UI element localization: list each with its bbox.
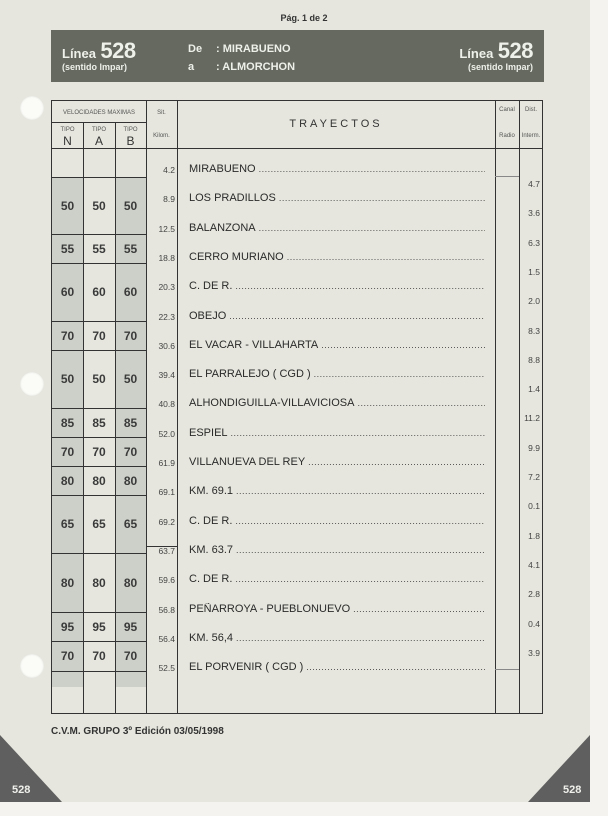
to-label: a	[188, 61, 195, 73]
speed-limit-row	[52, 641, 146, 671]
intermediate-distance: 8.8	[528, 354, 540, 365]
speed-value-a: 80	[92, 575, 106, 590]
station-name: C. DE R. .....	[189, 280, 485, 292]
divider	[495, 669, 519, 670]
station-name: EL PARRALEJO ( CGD ) .....	[189, 368, 485, 380]
station-km: 4.2	[163, 165, 175, 175]
speed-limit-row	[52, 321, 146, 350]
tipo-b-header: B	[126, 134, 135, 148]
tipo-label: TIPO	[123, 127, 138, 133]
station-name: EL VACAR - VILLAHARTA .....	[189, 339, 485, 351]
intermediate-distance: 3.9	[528, 647, 540, 658]
intermediate-distance: 1.5	[528, 266, 540, 277]
radio-header: Radio	[499, 133, 515, 139]
station-name: C. DE R. .....	[189, 573, 485, 585]
line-number: 528	[100, 38, 136, 63]
station-name: OBEJO .....	[189, 310, 485, 322]
divider	[52, 122, 146, 123]
from-label: De	[188, 43, 203, 55]
station-km: 52.5	[158, 663, 175, 674]
route-info	[188, 40, 295, 76]
speed-limit-row	[52, 350, 146, 408]
speed-value-b: 70	[123, 649, 138, 663]
station-km: 56.8	[158, 604, 175, 615]
speed-value-b: 95	[123, 619, 138, 634]
station-km: 8.9	[163, 194, 175, 205]
corner-line-number-left: 528	[12, 784, 31, 796]
station-name: KM. 63.7 .....	[189, 544, 485, 556]
station-km: 40.8	[158, 399, 175, 410]
line-id-left	[62, 38, 136, 72]
station-km: 69.1	[158, 487, 175, 498]
speed-value-a: 85	[92, 415, 106, 430]
speed-value-b: 80	[123, 473, 138, 488]
divider	[52, 148, 543, 149]
divider	[52, 671, 146, 672]
station-km: 12.5	[158, 223, 175, 234]
station-name: BALANZONA .....	[189, 222, 485, 234]
corner-tab-left	[0, 735, 62, 802]
speed-value-n: 80	[60, 473, 75, 488]
intermediate-distance: 1.8	[528, 530, 540, 541]
speed-limit-row	[52, 263, 146, 321]
intermediate-distance: 2.8	[528, 589, 540, 600]
direction-label: (sentido Impar)	[62, 62, 128, 72]
speed-value-n: 70	[60, 444, 75, 459]
station-name: KM. 56,4 .....	[189, 632, 485, 644]
station-km: 69.2	[158, 516, 175, 527]
intermediate-distance: 0.1	[528, 501, 540, 512]
divider	[495, 101, 496, 713]
dist-header: Dist.	[525, 107, 537, 113]
line-header-bar	[51, 30, 544, 82]
intermediate-distance: 7.2	[528, 472, 540, 482]
station-name: KM. 69.1 .....	[189, 485, 485, 497]
speed-value-b: 85	[123, 415, 138, 430]
intermediate-distance: 3.6	[528, 208, 540, 219]
station-km: 18.8	[158, 252, 175, 263]
corner-line-number-right: 528	[563, 784, 582, 796]
divider	[177, 101, 178, 713]
station-name: EL PORVENIR ( CGD ) .....	[189, 661, 485, 673]
station-name: C. DE R. .....	[189, 515, 485, 527]
binder-hole	[20, 96, 44, 120]
speed-value-a: 70	[92, 444, 106, 459]
station-name: VILLANUEVA DEL REY .....	[189, 456, 485, 468]
tipo-n-header: N	[63, 134, 72, 148]
line-id-right	[459, 38, 533, 72]
speed-value-a: 65	[92, 517, 106, 531]
speed-value-a: 70	[92, 649, 106, 663]
speed-value-n: 50	[60, 372, 75, 386]
tipo-label: TIPO	[91, 127, 106, 133]
station-km: 20.3	[158, 282, 175, 293]
speed-value-b: 50	[123, 198, 138, 213]
intermediate-distance: 2.0	[528, 296, 540, 307]
speed-value-a: 95	[92, 619, 106, 634]
interm-header: Interm.	[521, 133, 541, 139]
intermediate-distance: 8.3	[528, 325, 540, 336]
speed-value-b: 70	[123, 444, 138, 459]
binder-hole	[20, 654, 44, 678]
speed-value-n: 60	[60, 285, 75, 299]
station-name: ALHONDIGUILLA-VILLAVICIOSA .....	[189, 397, 485, 409]
speed-value-n: 80	[60, 575, 75, 590]
speed-header: VELOCIDADES MAXIMAS	[62, 110, 136, 116]
route-table	[51, 100, 543, 714]
trayectos-header: TRAYECTOS	[289, 118, 383, 130]
station-name: ESPIEL .....	[189, 427, 485, 439]
speed-value-n: 50	[60, 198, 75, 213]
intermediate-distance: 4.7	[528, 179, 540, 189]
speed-value-a: 80	[92, 473, 106, 488]
speed-value-n: 70	[60, 328, 75, 343]
speed-limit-row	[52, 234, 146, 263]
speed-value-b: 60	[123, 285, 138, 299]
line-number: 528	[497, 38, 533, 63]
from-station: : MIRABUENO	[216, 43, 291, 55]
intermediate-distance: 6.3	[528, 237, 540, 248]
station-km: 63.7	[158, 545, 175, 556]
station-km: 61.9	[158, 458, 175, 468]
speed-value-b: 55	[123, 241, 138, 256]
station-km: 59.6	[158, 575, 175, 586]
sit-header: Sit.	[157, 110, 166, 116]
speed-value-a: 60	[92, 285, 106, 299]
linea-label: Línea	[62, 46, 96, 61]
speed-limit-row	[52, 437, 146, 466]
linea-label: Línea	[459, 46, 494, 61]
canal-header: Canal	[499, 107, 515, 113]
speed-value-a: 50	[92, 372, 106, 386]
speed-value-b: 70	[123, 328, 138, 343]
station-name: CERRO MURIANO .....	[189, 251, 485, 263]
speed-limit-row	[52, 466, 146, 495]
speed-value-a: 50	[92, 198, 106, 213]
speed-limit-row	[52, 495, 146, 553]
intermediate-distance: 11.2	[524, 413, 540, 424]
speed-limit-row	[52, 408, 146, 437]
speed-value-n: 95	[60, 619, 75, 634]
intermediate-distance: 0.4	[528, 618, 540, 629]
speed-value-n: 85	[60, 415, 75, 430]
station-km: 30.6	[158, 340, 175, 351]
intermediate-distance: 4.1	[528, 559, 540, 570]
station-km: 56.4	[158, 633, 175, 644]
speed-value-b: 80	[123, 575, 138, 590]
speed-value-n: 70	[60, 649, 75, 663]
station-km: 52.0	[158, 428, 175, 439]
speed-limit-row	[52, 612, 146, 641]
intermediate-distance: 1.4	[528, 384, 540, 395]
to-station: : ALMORCHON	[216, 61, 296, 73]
tipo-label: TIPO	[60, 127, 75, 133]
speed-limit-row	[52, 177, 146, 234]
speed-value-n: 65	[60, 517, 75, 531]
speed-limit-row	[52, 553, 146, 612]
station-km: 22.3	[158, 311, 175, 322]
binder-hole	[20, 372, 44, 396]
speed-value-b: 65	[123, 517, 138, 531]
edition-footer: C.V.M. GRUPO 3º Edición 03/05/1998	[51, 726, 224, 737]
tipo-a-header: A	[94, 134, 103, 148]
direction-label: (sentido Impar)	[467, 62, 533, 72]
speed-value-b: 50	[123, 372, 138, 386]
page-indicator: Pág. 1 de 2	[280, 13, 328, 23]
intermediate-distance: 9.9	[528, 442, 540, 453]
kilom-header: Kilom.	[153, 133, 170, 139]
speed-value-n: 55	[60, 241, 75, 256]
station-km: 39.4	[158, 370, 175, 381]
station-name: MIRABUENO .....	[189, 163, 485, 175]
station-name: PEÑARROYA - PUEBLONUEVO .....	[189, 603, 485, 615]
divider	[495, 176, 519, 177]
station-name: LOS PRADILLOS .....	[189, 192, 485, 204]
speed-value-a: 55	[92, 241, 106, 256]
speed-value-a: 70	[92, 328, 106, 343]
